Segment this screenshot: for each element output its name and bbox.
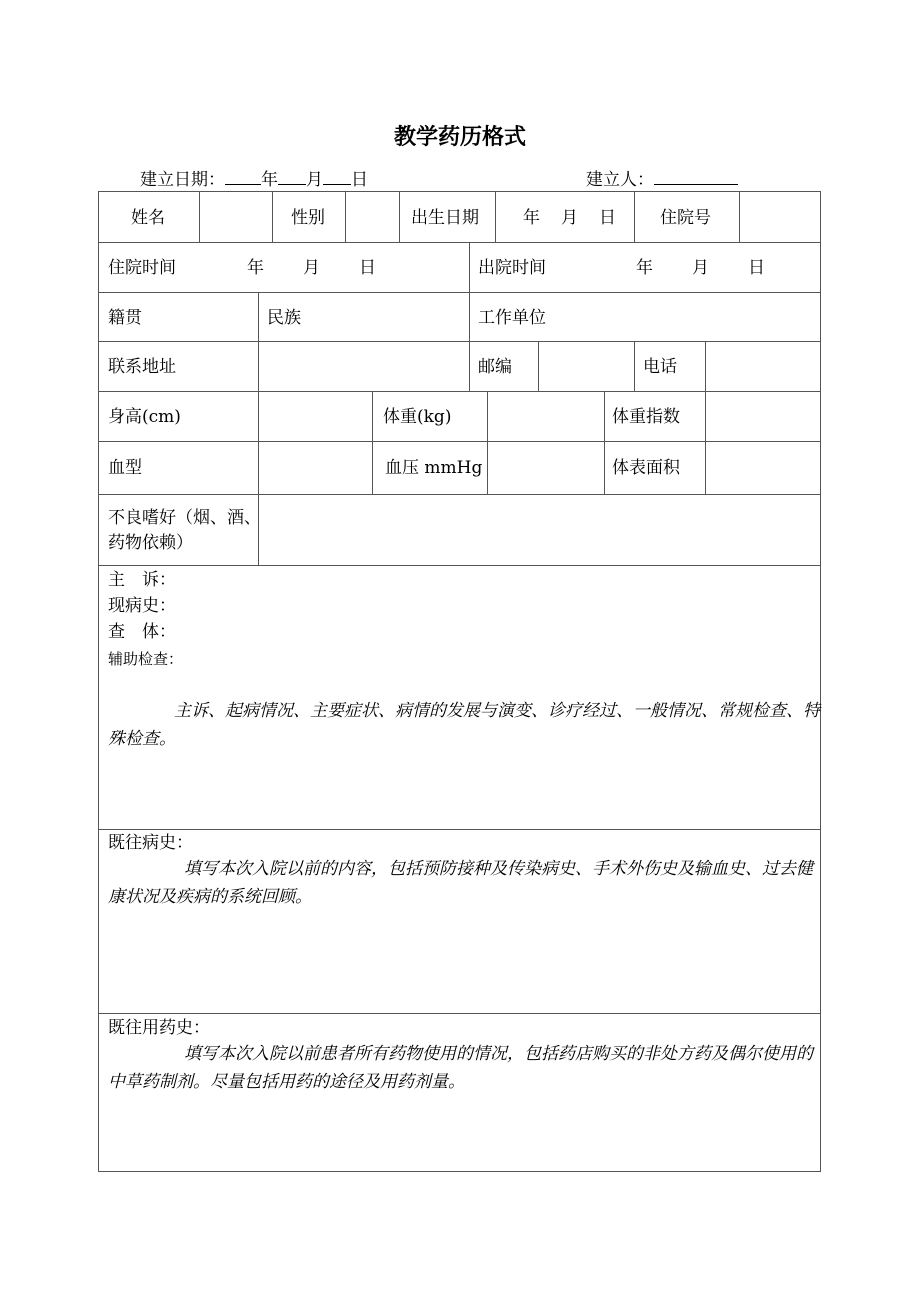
hospital-no-value[interactable] (741, 192, 819, 241)
admission-day: 日 (359, 258, 376, 278)
day-label: 日 (351, 170, 368, 190)
address-value[interactable] (259, 341, 468, 390)
birth-day: 日 (599, 208, 616, 228)
gender-value[interactable] (346, 192, 398, 241)
month-label: 月 (306, 170, 323, 190)
blood-type-label: 血型 (108, 458, 142, 478)
established-date (140, 165, 368, 190)
past-medication-label: 既往用药史： (108, 1018, 210, 1038)
chief-complaint-label: 主 诉： (108, 570, 176, 590)
phone-label: 电话 (643, 357, 677, 377)
day-blank[interactable] (323, 168, 351, 185)
physical-exam-label: 查 体： (108, 622, 176, 642)
habits-label-line2: 药物依赖） (108, 533, 193, 553)
established-date-label: 建立日期： (140, 170, 225, 190)
exam-note: 主诉、起病情况、主要症状、病情的发展与演变、诊疗经过、一般情况、常规检查、特殊检查。 (108, 701, 820, 749)
birth-month: 月 (561, 208, 578, 228)
ethnicity-label: 民族 (267, 308, 301, 328)
discharge-year: 年 (636, 258, 653, 278)
gender-label: 性别 (291, 208, 325, 228)
discharge-month: 月 (692, 258, 709, 278)
discharge-time-label: 出院时间 (478, 258, 546, 278)
address-label: 联系地址 (108, 357, 176, 377)
past-medication-note: 填写本次入院以前患者所有药物使用的情况，包括药店购买的非处方药及偶尔使用的中草药制剂。尽量包括用药的途径及用药剂量。 (108, 1044, 813, 1092)
birth-year: 年 (523, 208, 540, 228)
habits-value[interactable] (259, 494, 819, 564)
postcode-value[interactable] (539, 341, 634, 390)
postcode-label: 邮编 (478, 357, 512, 377)
bsa-label: 体表面积 (612, 458, 680, 478)
year-blank[interactable] (225, 168, 261, 185)
birth-date-label: 出生日期 (411, 208, 479, 228)
creator-blank[interactable] (654, 168, 738, 185)
name-label: 姓名 (131, 208, 165, 228)
past-history-note: 填写本次入院以前的内容，包括预防接种及传染病史、手术外伤史及输血史、过去健康状况及疾病的系统回顾。 (108, 859, 813, 907)
habits-label-line1: 不良嗜好（烟、酒、 (108, 508, 261, 528)
native-place-label: 籍贯 (108, 308, 142, 328)
admission-year: 年 (247, 258, 264, 278)
name-value[interactable] (200, 192, 272, 241)
admission-time-label: 住院时间 (108, 258, 176, 278)
year-label: 年 (261, 170, 278, 190)
height-label: 身高(cm) (108, 407, 181, 427)
weight-label: 体重(kg) (383, 407, 452, 427)
bmi-label: 体重指数 (612, 407, 680, 427)
blood-pressure-label: 血压 mmHg (385, 458, 483, 478)
month-blank[interactable] (278, 168, 306, 185)
hospital-no-label: 住院号 (660, 208, 711, 228)
work-unit-label: 工作单位 (478, 308, 546, 328)
page-title: 教学药历格式 (393, 125, 526, 150)
past-history-label: 既往病史： (108, 833, 193, 853)
admission-month: 月 (303, 258, 320, 278)
creator-label: 建立人： (586, 170, 654, 190)
aux-exam-label: 辅助检查： (108, 650, 184, 668)
discharge-day: 日 (748, 258, 765, 278)
phone-value[interactable] (706, 341, 819, 390)
present-history-label: 现病史： (108, 596, 176, 616)
creator (586, 165, 738, 190)
